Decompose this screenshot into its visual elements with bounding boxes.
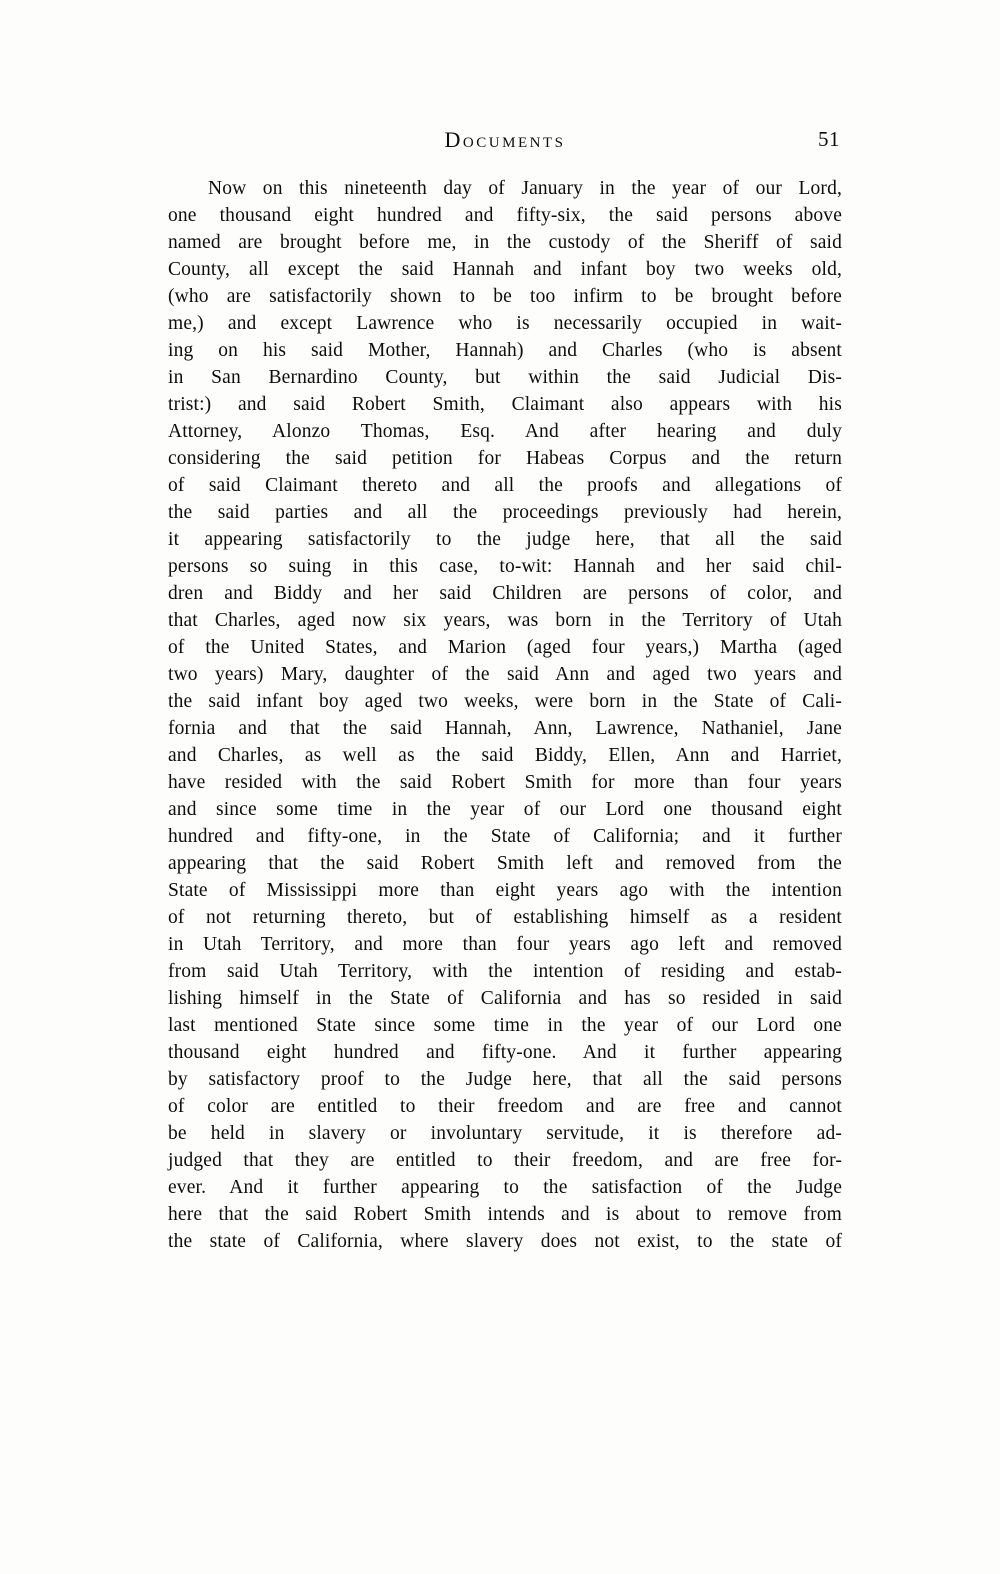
text-line: in Utah Territory, and more than four years ago left and removed <box>168 934 842 955</box>
text-line: by satisfactory proof to the Judge here, that all the said persons <box>168 1069 842 1090</box>
page-header <box>168 127 842 155</box>
text-line: hundred and fifty-one, in the State of California; and it further <box>168 826 842 847</box>
text-line: State of Mississippi more than eight years ago with the intention <box>168 880 842 901</box>
text-line: the said parties and all the proceedings previously had herein, <box>168 502 842 523</box>
text-line: Attorney, Alonzo Thomas, Esq. And after hearing and duly <box>168 421 842 442</box>
text-line: have resided with the said Robert Smith for more than four years <box>168 772 842 793</box>
text-line: lishing himself in the State of California and has so resided in said <box>168 988 842 1009</box>
text-line: last mentioned State since some time in the year of our Lord one <box>168 1015 842 1036</box>
running-head-title: Documents <box>444 127 566 152</box>
text-line: it appearing satisfactorily to the judge here, that all the said <box>168 529 842 550</box>
text-line: me,) and except Lawrence who is necessarily occupied in wait- <box>168 313 842 334</box>
text-line: of color are entitled to their freedom and are free and cannot <box>168 1096 842 1117</box>
text-line: Now on this nineteenth day of January in the year of our Lord, <box>208 178 842 199</box>
text-line: dren and Biddy and her said Children are persons of color, and <box>168 583 842 604</box>
page-number: 51 <box>818 127 840 151</box>
text-line: County, all except the said Hannah and infant boy two weeks old, <box>168 259 842 280</box>
body-text <box>168 175 842 1255</box>
text-line: and since some time in the year of our Lord one thousand eight <box>168 799 842 820</box>
text-line: one thousand eight hundred and fifty-six, the said persons above <box>168 205 842 226</box>
text-line: and Charles, as well as the said Biddy, Ellen, Ann and Harriet, <box>168 745 842 766</box>
text-line: judged that they are entitled to their freedom, and are free for- <box>168 1150 842 1171</box>
text-line: fornia and that the said Hannah, Ann, Lawrence, Nathaniel, Jane <box>168 718 842 739</box>
text-line: of not returning thereto, but of establishing himself as a resident <box>168 907 842 928</box>
text-line: of said Claimant thereto and all the proofs and allegations of <box>168 475 842 496</box>
text-line: of the United States, and Marion (aged four years,) Martha (aged <box>168 637 842 658</box>
text-line: trist:) and said Robert Smith, Claimant also appears with his <box>168 394 842 415</box>
text-line: ing on his said Mother, Hannah) and Charles (who is absent <box>168 340 842 361</box>
text-line: named are brought before me, in the custody of the Sheriff of said <box>168 232 842 253</box>
text-line: (who are satisfactorily shown to be too infirm to be brought before <box>168 286 842 307</box>
text-line: ever. And it further appearing to the satisfaction of the Judge <box>168 1177 842 1198</box>
text-line: here that the said Robert Smith intends and is about to remove from <box>168 1204 842 1225</box>
text-line: in San Bernardino County, but within the said Judicial Dis- <box>168 367 842 388</box>
text-line: considering the said petition for Habeas Corpus and the return <box>168 448 842 469</box>
text-line: the state of California, where slavery does not exist, to the state of <box>168 1231 842 1252</box>
text-line: from said Utah Territory, with the intention of residing and estab- <box>168 961 842 982</box>
text-line: persons so suing in this case, to-wit: Hannah and her said chil- <box>168 556 842 577</box>
text-line: that Charles, aged now six years, was born in the Territory of Utah <box>168 610 842 631</box>
text-line: appearing that the said Robert Smith left and removed from the <box>168 853 842 874</box>
text-line: be held in slavery or involuntary servitude, it is therefore ad- <box>168 1123 842 1144</box>
text-line: two years) Mary, daughter of the said Ann and aged two years and <box>168 664 842 685</box>
text-line: thousand eight hundred and fifty-one. And it further appearing <box>168 1042 842 1063</box>
text-line: the said infant boy aged two weeks, were born in the State of Cali- <box>168 691 842 712</box>
